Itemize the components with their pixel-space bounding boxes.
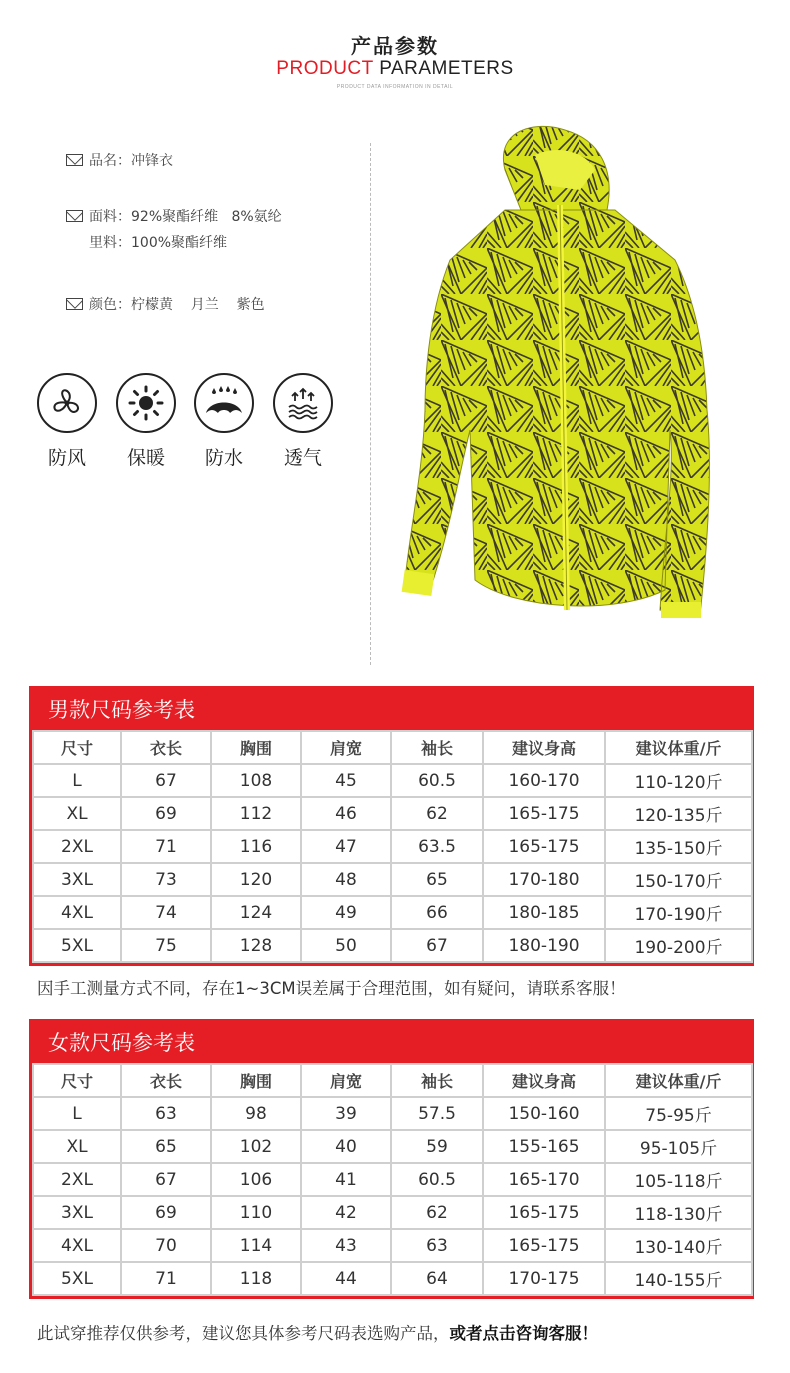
table-cell: 118 bbox=[211, 1262, 301, 1295]
table-cell: XL bbox=[33, 797, 121, 830]
warm-icon bbox=[116, 373, 176, 433]
table-cell: 46 bbox=[301, 797, 391, 830]
header-cell: 衣长 bbox=[121, 731, 211, 764]
info-name bbox=[66, 150, 173, 170]
header-cell: 衣长 bbox=[121, 1064, 211, 1097]
fit-note-text: 此试穿推荐仅供参考，建议您具体参考尺码表选购产品， bbox=[37, 1324, 450, 1343]
header-cell: 尺寸 bbox=[33, 1064, 121, 1097]
title-cn: 产品参数 bbox=[351, 34, 439, 58]
table-row bbox=[33, 863, 752, 896]
table-cell: 62 bbox=[391, 1196, 483, 1229]
table-cell: 49 bbox=[301, 896, 391, 929]
table-header-row bbox=[33, 731, 752, 764]
info-fabric-outer bbox=[66, 206, 282, 226]
header-cell: 尺寸 bbox=[33, 731, 121, 764]
table-cell: 150-170斤 bbox=[605, 863, 752, 896]
feature-breathable bbox=[271, 373, 335, 470]
table-cell: 98 bbox=[211, 1097, 301, 1130]
header-cell: 袖长 bbox=[391, 1064, 483, 1097]
table-cell: 40 bbox=[301, 1130, 391, 1163]
table-header-row bbox=[33, 1064, 752, 1097]
table-cell: 41 bbox=[301, 1163, 391, 1196]
table-cell: 170-190斤 bbox=[605, 896, 752, 929]
women-size-table bbox=[29, 1019, 754, 1299]
table-cell: 73 bbox=[121, 863, 211, 896]
table-row bbox=[33, 896, 752, 929]
table-cell: XL bbox=[33, 1130, 121, 1163]
table-cell: 67 bbox=[391, 929, 483, 962]
table-row bbox=[33, 764, 752, 797]
table-row bbox=[33, 830, 752, 863]
page-header bbox=[0, 0, 790, 110]
table-cell: 65 bbox=[391, 863, 483, 896]
table-cell: 47 bbox=[301, 830, 391, 863]
table-cell: 112 bbox=[211, 797, 301, 830]
table-cell: 75-95斤 bbox=[605, 1097, 752, 1130]
table-cell: 42 bbox=[301, 1196, 391, 1229]
table-cell: 135-150斤 bbox=[605, 830, 752, 863]
windproof-icon bbox=[37, 373, 97, 433]
subtitle: PRODUCT DATA INFORMATION IN DETAIL bbox=[336, 84, 454, 90]
header-cell: 建议身高 bbox=[483, 731, 605, 764]
table-cell: 180-185 bbox=[483, 896, 605, 929]
table-cell: 57.5 bbox=[391, 1097, 483, 1130]
table-cell: 165-175 bbox=[483, 1196, 605, 1229]
table-cell: 3XL bbox=[33, 863, 121, 896]
table-cell: 5XL bbox=[33, 929, 121, 962]
table-cell: 45 bbox=[301, 764, 391, 797]
table-cell: 67 bbox=[121, 1163, 211, 1196]
table-cell: 44 bbox=[301, 1262, 391, 1295]
header-cell: 胸围 bbox=[211, 1064, 301, 1097]
feature-label: 保暖 bbox=[126, 447, 165, 469]
table-cell: 71 bbox=[121, 830, 211, 863]
breathable-icon bbox=[273, 373, 333, 433]
table-cell: 63 bbox=[391, 1229, 483, 1262]
table-cell: 180-190 bbox=[483, 929, 605, 962]
feature-windproof bbox=[35, 373, 99, 470]
header-cell: 袖长 bbox=[391, 731, 483, 764]
contact-service-link[interactable]: 或者点击咨询客服！ bbox=[449, 1324, 598, 1343]
divider-line bbox=[370, 143, 371, 665]
jacket-image bbox=[395, 110, 725, 640]
table-cell: 59 bbox=[391, 1130, 483, 1163]
table-cell: 60.5 bbox=[391, 1163, 483, 1196]
info-colors-text: 颜色：柠檬黄 月兰 紫色 bbox=[89, 297, 265, 313]
table-cell: 116 bbox=[211, 830, 301, 863]
table-row bbox=[33, 1097, 752, 1130]
table-cell: 165-175 bbox=[483, 1229, 605, 1262]
table-row bbox=[33, 1262, 752, 1295]
table-cell: 71 bbox=[121, 1262, 211, 1295]
table-cell: 120-135斤 bbox=[605, 797, 752, 830]
table-cell: 39 bbox=[301, 1097, 391, 1130]
table-cell: 48 bbox=[301, 863, 391, 896]
table-cell: 165-170 bbox=[483, 1163, 605, 1196]
table-cell: 63 bbox=[121, 1097, 211, 1130]
table-row bbox=[33, 929, 752, 962]
men-size-table bbox=[29, 686, 754, 966]
table-cell: 62 bbox=[391, 797, 483, 830]
feature-label: 防风 bbox=[47, 447, 86, 469]
table-cell: 75 bbox=[121, 929, 211, 962]
table-cell: 2XL bbox=[33, 1163, 121, 1196]
table-cell: 4XL bbox=[33, 1229, 121, 1262]
table-cell: 124 bbox=[211, 896, 301, 929]
envelope-icon bbox=[66, 210, 83, 222]
feature-label: 防水 bbox=[204, 447, 243, 469]
info-fabric-lining-text: 里料：100%聚酯纤维 bbox=[89, 235, 228, 251]
feature-label: 透气 bbox=[283, 447, 322, 469]
men-table-title: 男款尺码参考表 bbox=[48, 698, 195, 722]
table-cell: 69 bbox=[121, 797, 211, 830]
table-cell: L bbox=[33, 764, 121, 797]
table-cell: 50 bbox=[301, 929, 391, 962]
women-table-title: 女款尺码参考表 bbox=[48, 1031, 195, 1055]
table-cell: 170-175 bbox=[483, 1262, 605, 1295]
table-cell: 60.5 bbox=[391, 764, 483, 797]
table-cell: 74 bbox=[121, 896, 211, 929]
table-cell: 4XL bbox=[33, 896, 121, 929]
table-cell: 130-140斤 bbox=[605, 1229, 752, 1262]
table-cell: 140-155斤 bbox=[605, 1262, 752, 1295]
table-cell: 3XL bbox=[33, 1196, 121, 1229]
title-en-red: PRODUCT bbox=[276, 58, 374, 79]
table-cell: 67 bbox=[121, 764, 211, 797]
info-fabric-outer-text: 面料：92%聚酯纤维 8%氨纶 bbox=[89, 209, 282, 225]
table-cell: 65 bbox=[121, 1130, 211, 1163]
table-row bbox=[33, 1130, 752, 1163]
envelope-icon bbox=[66, 154, 83, 166]
table-cell: 110 bbox=[211, 1196, 301, 1229]
table-cell: 105-118斤 bbox=[605, 1163, 752, 1196]
header-cell: 建议体重/斤 bbox=[605, 731, 752, 764]
table-row bbox=[33, 797, 752, 830]
table-cell: 170-180 bbox=[483, 863, 605, 896]
table-cell: 108 bbox=[211, 764, 301, 797]
table-cell: 150-160 bbox=[483, 1097, 605, 1130]
table-cell: 165-175 bbox=[483, 797, 605, 830]
table-cell: 70 bbox=[121, 1229, 211, 1262]
table-cell: 102 bbox=[211, 1130, 301, 1163]
header-cell: 胸围 bbox=[211, 731, 301, 764]
feature-waterproof bbox=[192, 373, 256, 470]
table-cell: 106 bbox=[211, 1163, 301, 1196]
title-en-dark: PARAMETERS bbox=[379, 58, 514, 79]
envelope-icon bbox=[66, 298, 83, 310]
table-cell: 5XL bbox=[33, 1262, 121, 1295]
feature-warm bbox=[114, 373, 178, 470]
men-table-grid bbox=[32, 730, 753, 963]
women-table-grid bbox=[32, 1063, 753, 1296]
table-cell: 160-170 bbox=[483, 764, 605, 797]
info-fabric-lining bbox=[66, 232, 227, 252]
table-row bbox=[33, 1229, 752, 1262]
table-cell: 190-200斤 bbox=[605, 929, 752, 962]
info-name-text: 品名：冲锋衣 bbox=[89, 153, 173, 169]
header-cell: 肩宽 bbox=[301, 731, 391, 764]
table-cell: 110-120斤 bbox=[605, 764, 752, 797]
info-colors bbox=[66, 294, 265, 314]
table-cell: 2XL bbox=[33, 830, 121, 863]
table-row bbox=[33, 1196, 752, 1229]
table-cell: 43 bbox=[301, 1229, 391, 1262]
table-cell: 95-105斤 bbox=[605, 1130, 752, 1163]
header-cell: 肩宽 bbox=[301, 1064, 391, 1097]
table-cell: L bbox=[33, 1097, 121, 1130]
header-cell: 建议身高 bbox=[483, 1064, 605, 1097]
table-cell: 118-130斤 bbox=[605, 1196, 752, 1229]
header-cell: 建议体重/斤 bbox=[605, 1064, 752, 1097]
table-row bbox=[33, 1163, 752, 1196]
table-cell: 120 bbox=[211, 863, 301, 896]
measurement-note: 因手工测量方式不同，存在1~3CM误差属于合理范围，如有疑问，请联系客服！ bbox=[37, 979, 626, 998]
title-en bbox=[0, 58, 790, 80]
table-cell: 63.5 bbox=[391, 830, 483, 863]
feature-icons bbox=[35, 373, 355, 473]
table-cell: 66 bbox=[391, 896, 483, 929]
waterproof-icon bbox=[194, 373, 254, 433]
table-cell: 64 bbox=[391, 1262, 483, 1295]
table-cell: 69 bbox=[121, 1196, 211, 1229]
table-cell: 155-165 bbox=[483, 1130, 605, 1163]
fit-note bbox=[37, 1320, 598, 1344]
table-cell: 114 bbox=[211, 1229, 301, 1262]
table-cell: 128 bbox=[211, 929, 301, 962]
table-cell: 165-175 bbox=[483, 830, 605, 863]
